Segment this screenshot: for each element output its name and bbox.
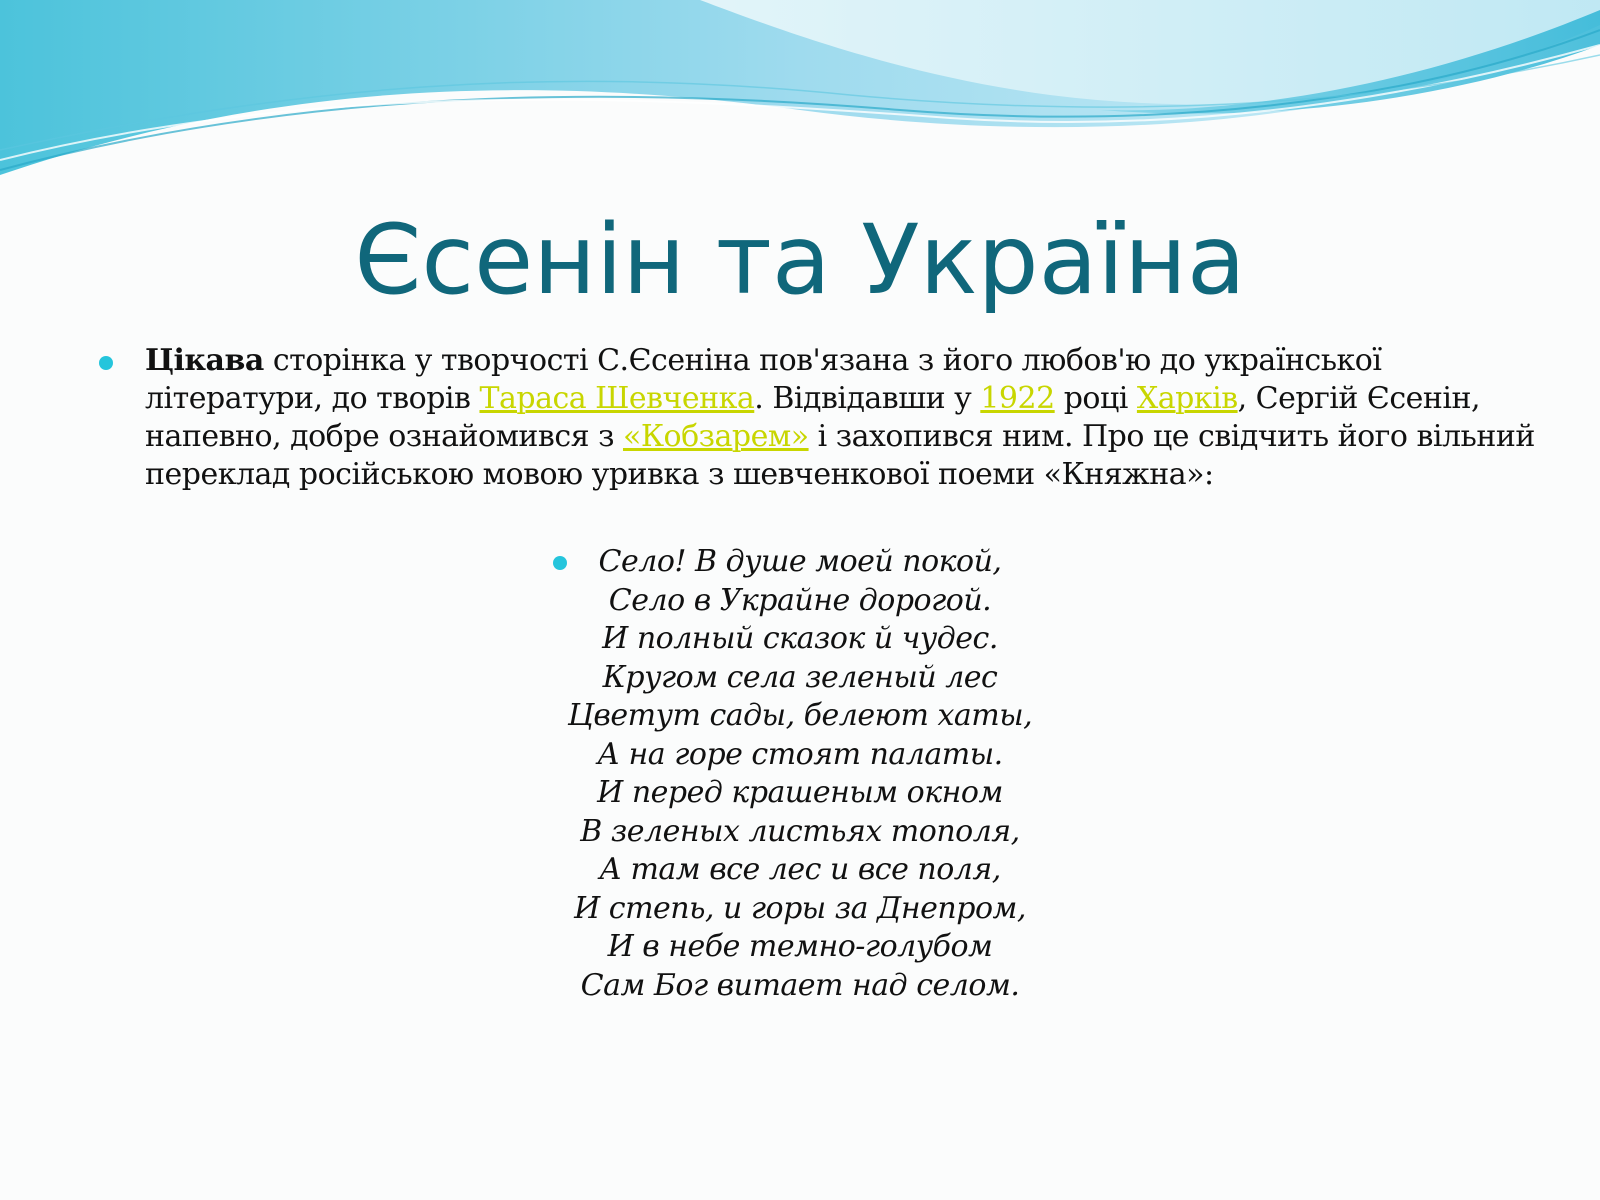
poem-line: И степь, и горы за Днепром, [574, 890, 1026, 926]
intro-paragraph [145, 342, 1565, 494]
link-1922[interactable]: 1922 [980, 381, 1055, 416]
paragraph-text: році [1054, 381, 1137, 416]
bold-word: Цікава [145, 343, 264, 378]
link-kobzar[interactable]: «Кобзарем» [622, 419, 809, 454]
poem-line: И перед крашеным окном [597, 775, 1003, 810]
poem-line: Кругом села зеленый лес [602, 659, 998, 695]
poem-block [540, 543, 1060, 1005]
poem-line: Село в Украйне дорогой. [608, 582, 992, 618]
header-wave-decoration [0, 0, 1600, 200]
poem-line: Цветут сады, белеют хаты, [567, 698, 1033, 733]
link-shevchenko[interactable]: Тараса Шевченка [479, 381, 755, 416]
poem-line: А там все лес и все поля, [599, 852, 1001, 887]
poem-line: Сам Бог витает над селом. [580, 967, 1020, 1003]
poem-line: Село! В душе моей покой, [598, 544, 1002, 579]
poem-line: И полный сказок й чудес. [602, 621, 998, 656]
paragraph-text: , Сергій Єсенін, напевно, добре ознайомився з [145, 381, 1481, 454]
poem-line: И в небе темно-голубом [607, 929, 993, 964]
poem-line: В зеленых листьях тополя, [580, 813, 1020, 849]
link-kharkiv[interactable]: Харків [1136, 381, 1238, 416]
slide-title: Єсенін та Україна [354, 204, 1246, 316]
bullet-icon [99, 356, 113, 370]
paragraph-text: . Відвідавши у [754, 381, 981, 416]
poem-line: А на горе стоят палаты. [597, 736, 1003, 772]
paragraph-text: і захопився ним. Про це свідчить його вільний переклад російською мовою уривка з шевченкової поеми «Княжна»: [145, 419, 1535, 492]
paragraph-text: сторінка у творчості С.Єсеніна пов'язана з його любов'ю до української літератури, до творів [145, 343, 1382, 416]
